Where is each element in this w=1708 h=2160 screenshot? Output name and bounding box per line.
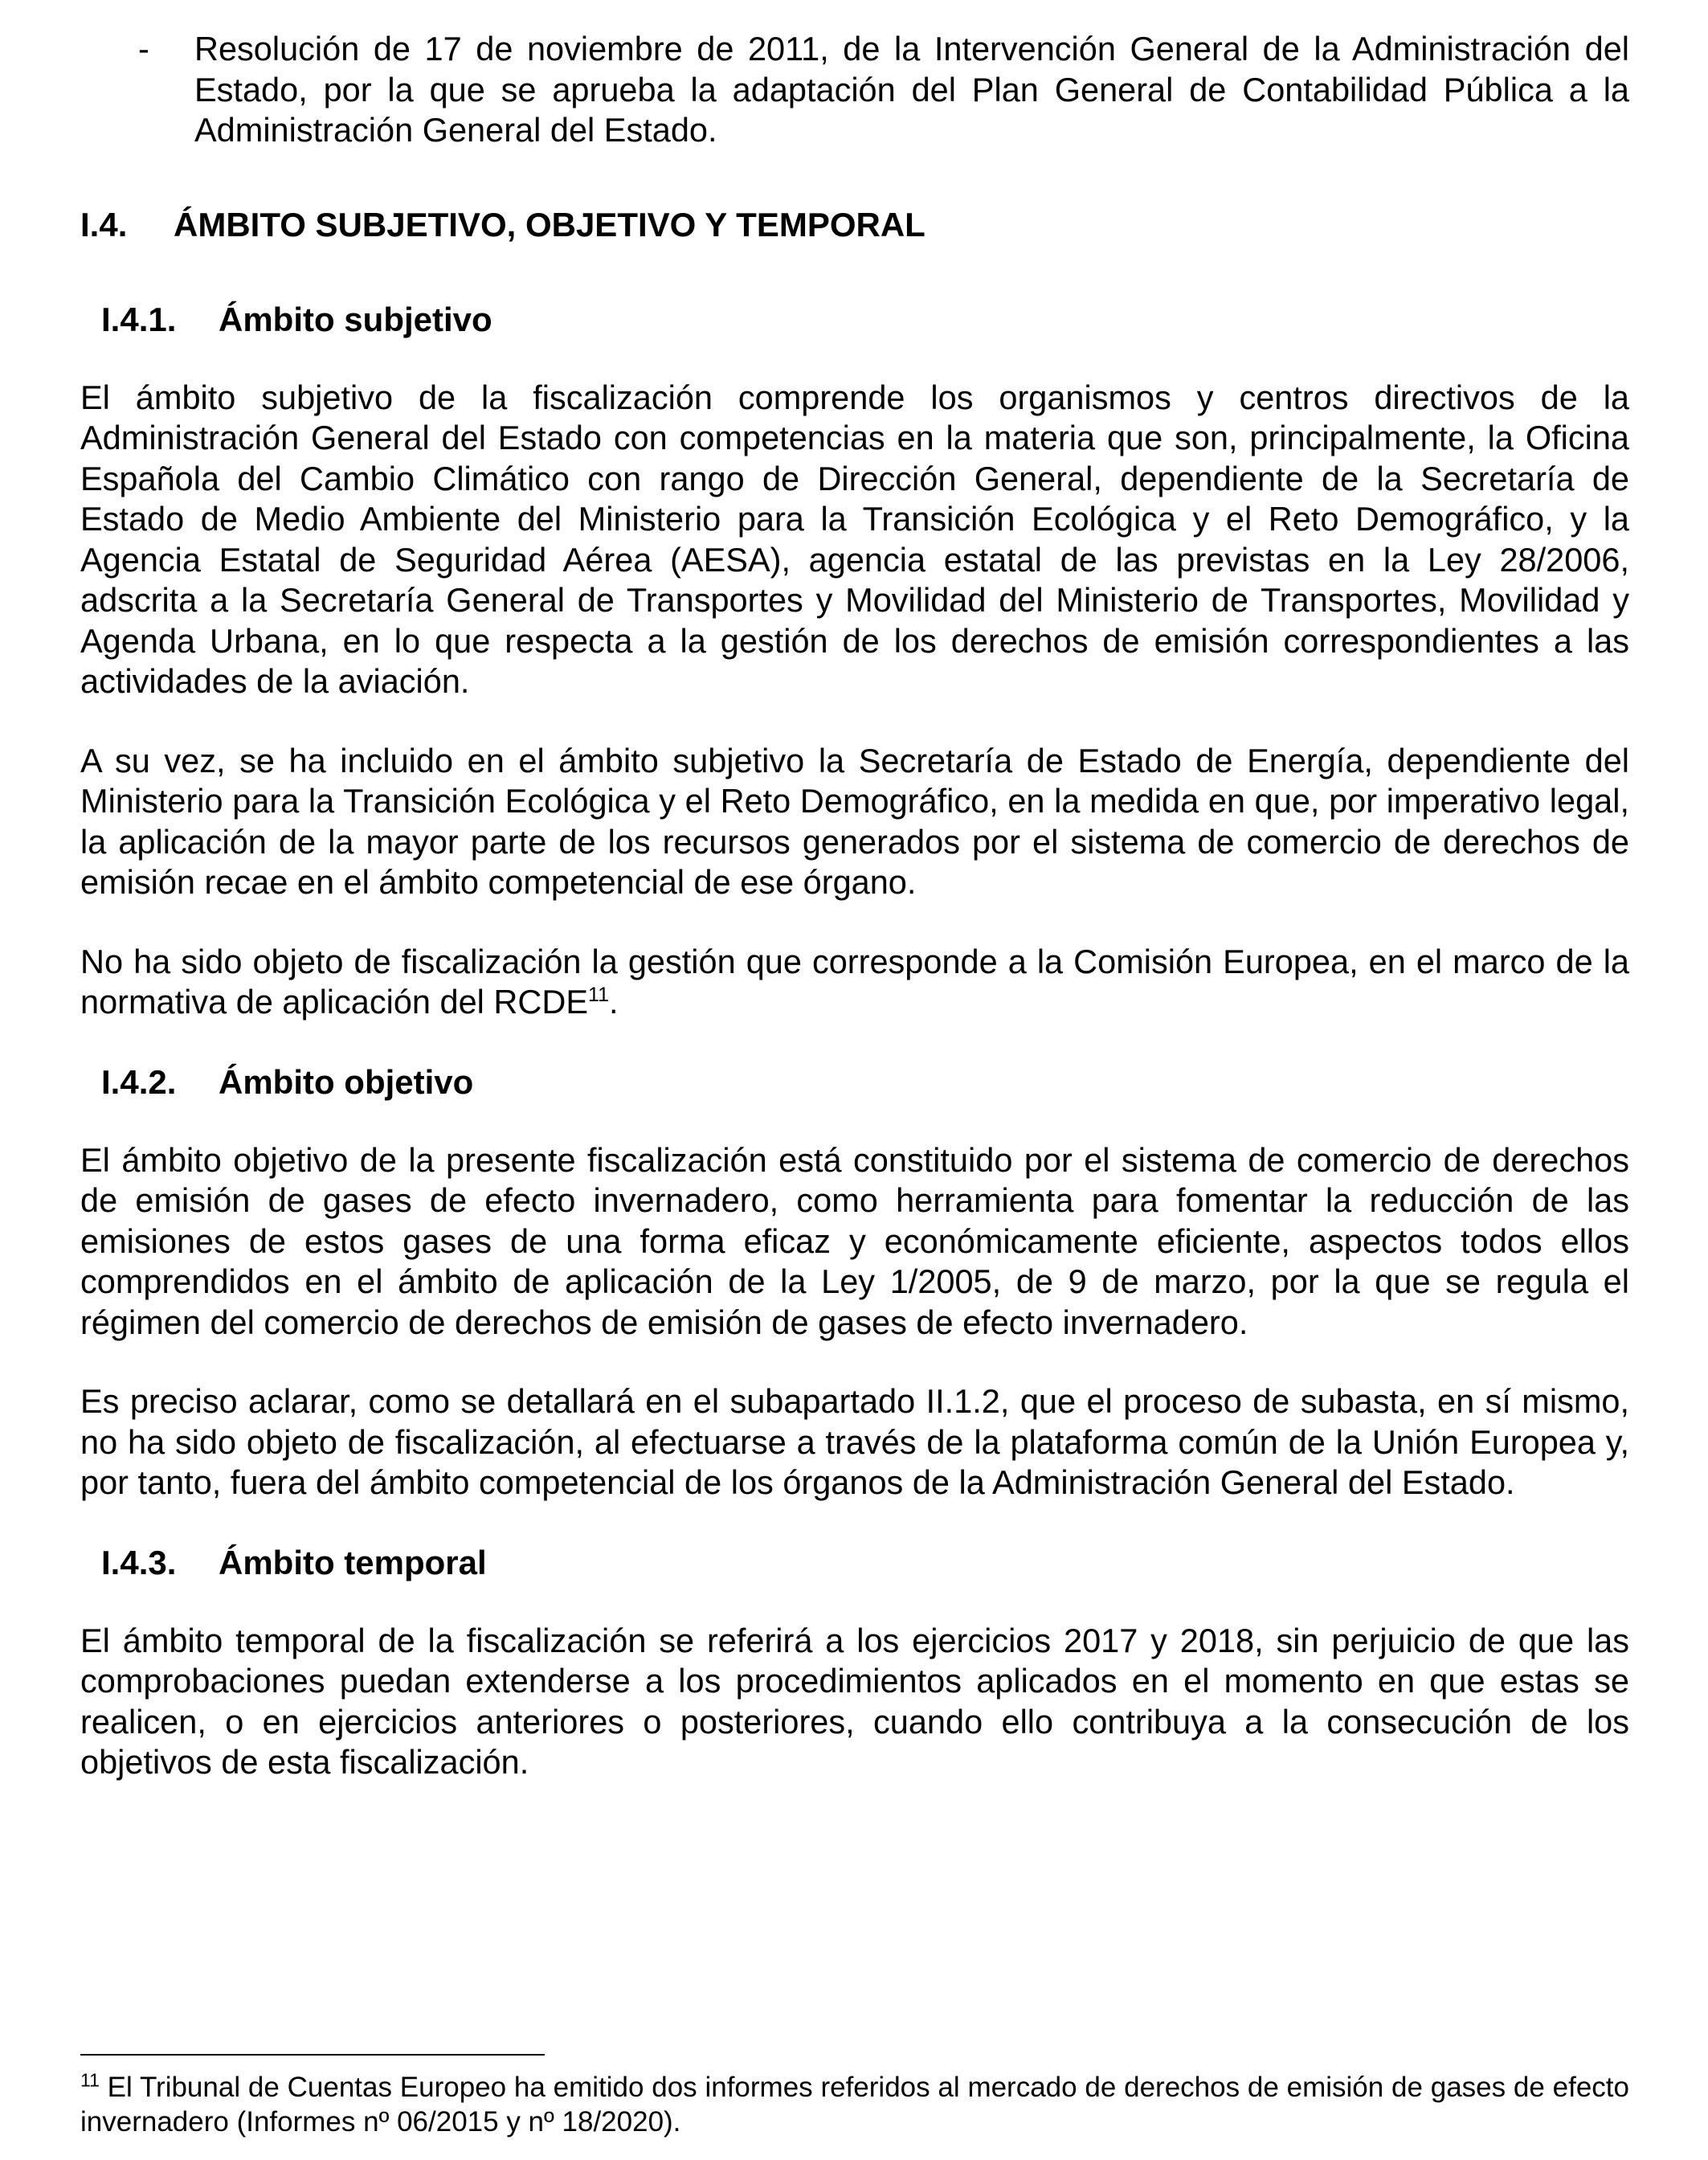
subsection-title: Ámbito temporal: [219, 1543, 487, 1581]
document-page: [80, 29, 1629, 1783]
paragraph: El ámbito temporal de la fiscalización se referirá a los ejercicios 2017 y 2018, sin perjuicio de que las comprobaciones puedan extenderse a los procedimientos aplicados en el momento en que estas se realicen, o en ejercicios anteriores o posteriores, cuando ello contribuya a la consecución de los objetivos de esta fiscalización.: [80, 1621, 1629, 1781]
paragraph-end: .: [608, 983, 619, 1021]
subsection-title: Ámbito subjetivo: [219, 300, 492, 338]
paragraph-text: No ha sido objeto de fiscalización la gestión que corresponde a la Comisión Europea, en el marco de la normativa de aplicación del RCDE: [80, 942, 1629, 1021]
subsection-number: I.4.3.: [101, 1543, 177, 1581]
subsection-number: I.4.2.: [101, 1062, 177, 1101]
footnote-number: 11: [80, 2069, 100, 2091]
subsection-heading-subjetivo: [80, 299, 1629, 341]
paragraph: Es preciso aclarar, como se detallará en el subapartado II.1.2, que el proceso de subasta, en sí mismo, no ha sido objeto de fiscalización, al efectuarse a través de la plataforma común de la Unión Europea y, por tanto, fuera del ámbito competencial de los órganos de la Administración General del Estado.: [80, 1382, 1629, 1501]
footnote: [80, 2070, 1629, 2139]
list-item-text: Resolución de 17 de noviembre de 2011, de la Intervención General de la Administración del Estado, por la que se aprueba la adaptación del Plan General de Contabilidad Pública a la Administración General del Estado.: [194, 30, 1629, 149]
subsection-number: I.4.1.: [101, 300, 177, 338]
footnote-separator: [80, 2054, 545, 2056]
subsection-heading-objetivo: [80, 1062, 1629, 1103]
paragraph: El ámbito objetivo de la presente fiscalización está constituido por el sistema de comercio de derechos de emisión de gases de efecto invernadero, como herramienta para fomentar la reducción de las emisiones de estos gases de una forma eficaz y económicamente eficiente, aspectos todos ellos comprendidos en el ámbito de aplicación de la Ley 1/2005, de 9 de marzo, por la que se regula el régimen del comercio de derechos de emisión de gases de efecto invernadero.: [80, 1140, 1629, 1341]
list-dash: -: [138, 30, 149, 68]
section-number: I.4.: [80, 205, 128, 243]
footnote-reference[interactable]: 11: [588, 984, 609, 1007]
list-item: [80, 29, 1629, 151]
subsection-heading-temporal: [80, 1542, 1629, 1584]
section-heading: [80, 204, 1629, 246]
section-title: ÁMBITO SUBJETIVO, OBJETIVO Y TEMPORAL: [174, 205, 926, 243]
paragraph: El ámbito subjetivo de la fiscalización comprende los organismos y centros directivos de la Administración General del Estado con competencias en la materia que son, principalmente, la Oficina Española del Cambio Climático con rango de Dirección General, dependiente de la Secretaría de Estado de Medio Ambiente del Ministerio para la Transición Ecológica y el Reto Demográfico, y la Agencia Estatal de Seguridad Aérea (AESA), agencia estatal de las previstas en la Ley 28/2006, adscrita a la Secretaría General de Transportes y Movilidad del Ministerio de Transportes, Movilidad y Agenda Urbana, en lo que respecta a la gestión de los derechos de emisión correspondientes a las actividades de la aviación.: [80, 378, 1629, 700]
footnote-text: El Tribunal de Cuentas Europeo ha emitido dos informes referidos al mercado de derechos de emisión de gases de efecto invernadero (Informes nº 06/2015 y nº 18/2020).: [80, 2072, 1629, 2138]
subsection-title: Ámbito objetivo: [219, 1062, 474, 1101]
paragraph-with-footnote: [80, 942, 1629, 1023]
paragraph: A su vez, se ha incluido en el ámbito subjetivo la Secretaría de Estado de Energía, dependiente del Ministerio para la Transición Ecológica y el Reto Demográfico, en la medida en que, por imperativo legal, la aplicación de la mayor parte de los recursos generados por el sistema de comercio de derechos de emisión recae en el ámbito competencial de ese órgano.: [80, 741, 1629, 901]
